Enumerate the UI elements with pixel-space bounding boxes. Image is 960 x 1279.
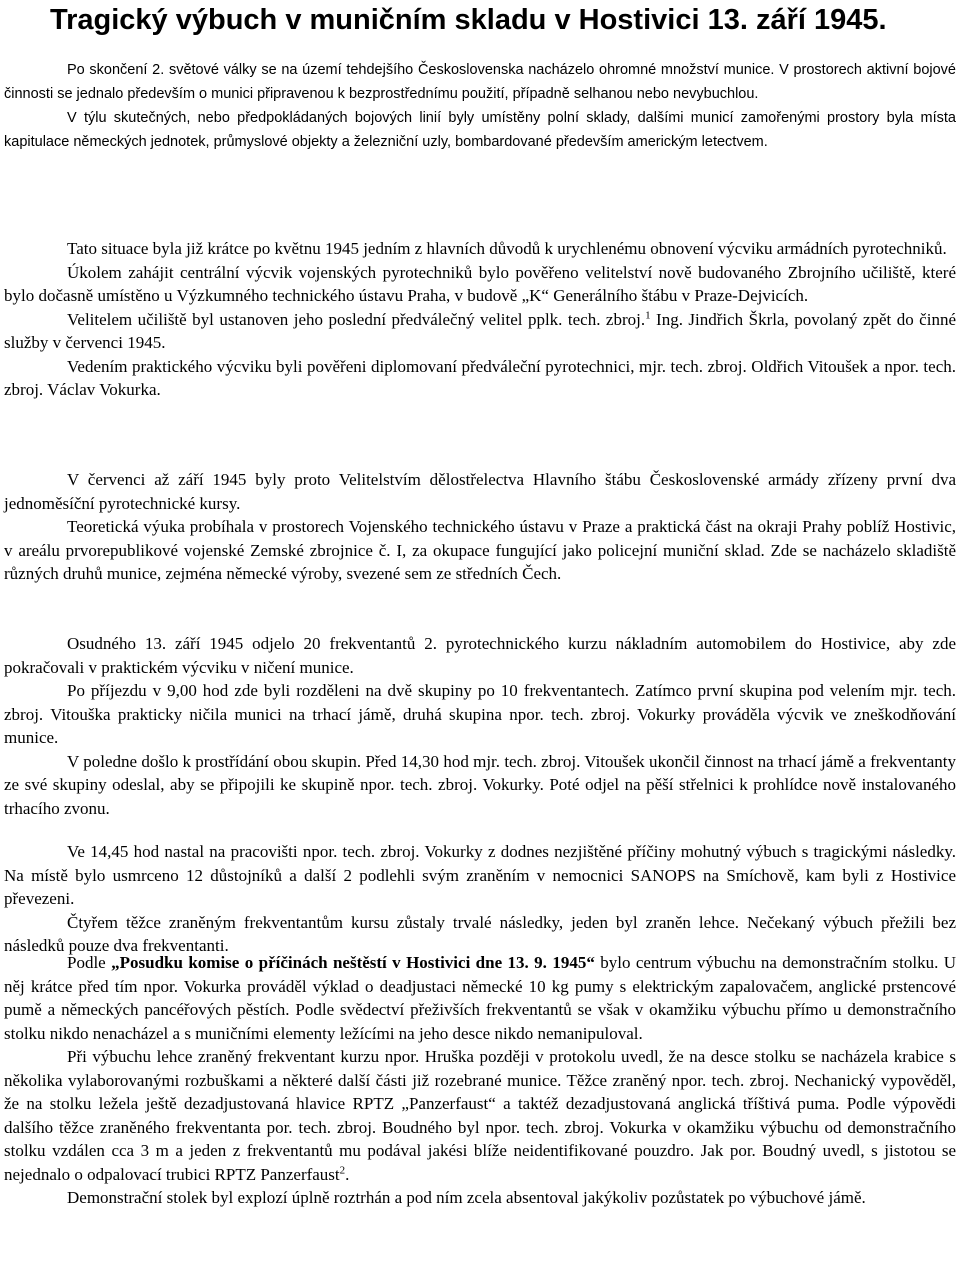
section4-paragraph-2: Po příjezdu v 9,00 hod zde byli rozděleni na dvě skupiny po 10 frekventantech. Zatímco první skupina pod velením mjr. tech. zbroj. Vitouška prakticky ničila munici na trhací jámě, druhá skupina npor. tech. zbroj. Vokurky prováděla výcvik ve zneškodňování munice. — [4, 681, 956, 747]
intro-paragraph-2: V týlu skutečných, nebo předpokládaných bojových linií byly umístěny polní sklady, dalšími municí zamořenými prostory byla místa kapitulace německých jednotek, průmyslové objekty a železniční uzly, bombardované především americkým letectvem. — [4, 110, 956, 150]
footnote-marker-2: 2 — [339, 1163, 346, 1176]
section5-paragraph-2: Čtyřem těžce zraněným frekventantům kursu zůstaly trvalé následky, jeden byl zraněn lehce. Nečekaný výbuch přežili bez následků pouze dva frekventanti. — [4, 912, 956, 955]
section2-paragraph-3 — [4, 308, 956, 355]
section2-p3-text: Velitelem učiliště byl ustanoven jeho poslední předválečný velitel pplk. tech. zbroj. — [67, 309, 646, 329]
page-title: Tragický výbuch v muničním skladu v Hostivici 13. září 1945. — [50, 4, 887, 36]
footnote-marker-1: 1 — [645, 308, 651, 321]
section6-paragraph-2 — [4, 1045, 956, 1186]
section6-p2-text: Při výbuchu lehce zraněný frekventant kurzu npor. Hruška později v protokolu uvedl, že na desce stolku se nacházela krabice s několika vylaborovanými rozbuškami a některé další části již rozebrané munice. Těžce zraněný npor. tech. zbroj. Nechanický vypověděl, že na stolku ležela ještě dezadjustovaná hlavice RPTZ „Panzerfaust“ a taktéž dezadjustovaná anglická tříštivá puma. Podle výpovědi dalšího těžce zraněného frekventanta por. tech. zbroj. Boudného byl npor. tech. zbroj. Vokurka v okamžiku výbuchu od demonstračního stolku vzdálen cca 3 m a jeden z frekventantů mu podával jakési blíže neidentifikované pouzdro. Jak por. Boudný uvedl, s jistotou se nejednalo o odpalovací trubici RPTZ Panzerfaust — [4, 1047, 956, 1184]
section-explosion — [4, 840, 956, 958]
section4-paragraph-1: Osudného 13. září 1945 odjelo 20 frekventantů 2. pyrotechnického kurzu nákladním automobilem do Hostivice, aby zde pokračovali v praktickém výcviku v ničení munice. — [4, 634, 956, 677]
section6-paragraph-1 — [4, 951, 956, 1045]
section-day-of-accident — [4, 632, 956, 820]
section6-p1-text: Podle — [67, 953, 112, 972]
section4-paragraph-3: V poledne došlo k prostřídání obou skupin. Před 14,30 hod mjr. tech. zbroj. Vitoušek ukončil činnost na trhací jámě a frekventanty ze své skupiny odeslal, aby se připojili ke skupině npor. tech. zbroj. Vokurky. Poté odjel na pěší střelnici k prohlídce nově instalovaného trhacího zvonu. — [4, 751, 956, 818]
section-training — [4, 237, 956, 402]
section5-paragraph-1: Ve 14,45 hod nastal na pracovišti npor. tech. zbroj. Vokurky z dodnes nezjištěné příčiny mohutný výbuch s tragickými následky. Na místě bylo usmrceno 12 důstojníků a další 2 podlehli svým zraněním v nemocnici SANOPS na Smíchově, kam byli z Hostivice převezeni. — [4, 842, 956, 908]
section-courses — [4, 468, 956, 586]
section2-paragraph-2: Úkolem zahájit centrální výcvik vojenských pyrotechniků bylo pověřeno velitelství nově budovaného Zbrojního učiliště, které bylo dočasně umístěno u Výzkumného technického ústavu Praha, v budově „K“ Generálního štábu v Praze-Dejvicích. — [4, 262, 956, 305]
section6-paragraph-3: Demonstrační stolek byl explozí úplně roztrhán a pod ním zcela absentoval jakýkoliv pozůstatek po výbuchové jámě. — [67, 1188, 866, 1207]
report-title: „Posudku komise o příčinách neštěstí v Hostivici dne 13. 9. 1945“ — [111, 953, 595, 972]
section2-paragraph-1: Tato situace byla již krátce po květnu 1945 jedním z hlavních důvodů k urychlenému obnovení výcviku armádních pyrotechniků. — [67, 239, 947, 258]
section6-p2-text-end: . — [345, 1164, 350, 1184]
intro-section — [4, 58, 956, 154]
intro-paragraph-1: Po skončení 2. světové války se na území tehdejšího Československa nacházelo ohromné množství munice. V prostorech aktivní bojové činnosti se jednalo především o munici připravenou k bezprostřednímu použití, případně selhanou nebo nevybuchlou. — [4, 62, 956, 102]
section6-p1-text-end: bylo centrum výbuchu na demonstračním stolku. U něj krátce před tím npor. Vokurka prováděl výklad o deadjustaci německé 10 kg pumy s elektrickým zapalovačem, anglické prstencové pumě a německých pancéřových pěstích. Podle svědectví přeživších frekventantů se však v okamžiku výbuchu přímo u demonstračního stolku nikdo nenacházel a s muničními elementy ležícími na jeho desce nikdo nemanipuloval. — [4, 953, 956, 1043]
section3-paragraph-1: V červenci až září 1945 byly proto Velitelstvím dělostřelectva Hlavního štábu Československé armády zřízeny první dva jednoměsíční pyrotechnické kursy. — [4, 470, 956, 513]
section2-paragraph-4: Vedením praktického výcviku byli pověřeni diplomovaní předváleční pyrotechnici, mjr. tech. zbroj. Oldřich Vitoušek a npor. tech. zbroj. Václav Vokurka. — [4, 356, 956, 399]
section-commission-report — [4, 951, 956, 1210]
section2-p3-text-end: Ing. Jindřich Škrla, povolaný zpět do činné služby v červenci 1945. — [4, 309, 956, 352]
section3-paragraph-2: Teoretická výuka probíhala v prostorech Vojenského technického ústavu v Praze a praktická část na okraji Prahy poblíž Hostivic, v areálu prvorepublikové vojenské Zemské zbrojnice č. I, za okupace fungující jako policejní muniční sklad. Zde se nacházelo skladiště různých druhů munice, zejména německé výroby, svezené sem ze středních Čech. — [4, 517, 956, 583]
